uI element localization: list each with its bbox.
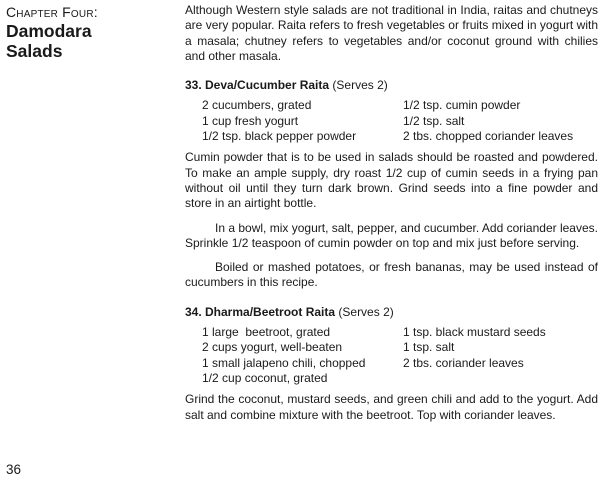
recipe-33	[185, 78, 598, 291]
chapter-label: Chapter Four:	[6, 4, 98, 20]
intro-paragraph: Although Western style salads are not traditional in India, raitas and chutneys are very popular. Raita refers to fresh vegetables or fruits mixed in yogurt with a masala; chutney refers to vegetables and/or coconut ground with chilies and other masala.	[185, 3, 598, 63]
recipe-paragraph: Boiled or mashed potatoes, or fresh bananas, may be used instead of cucumbers in this recipe.	[185, 260, 598, 290]
ingredient: 2 cucumbers, grated	[202, 98, 312, 113]
recipe-paragraph: Grind the coconut, mustard seeds, and green chili and add to the yogurt. Add salt and combine mixture with the beetroot. Top with coriander leaves.	[185, 392, 598, 422]
ingredient: 1/2 cup coconut, grated	[202, 370, 328, 385]
ingredient-list	[202, 98, 598, 144]
ingredient	[403, 371, 600, 386]
ingredient: 2 tbs. coriander leaves	[403, 355, 524, 370]
ingredient: 1 large beetroot, grated	[202, 325, 331, 340]
chapter-sidebar	[6, 4, 176, 61]
recipe-heading	[185, 78, 598, 93]
ingredient: 1 tsp. salt	[403, 340, 455, 355]
ingredient: 2 tbs. chopped coriander leaves	[403, 129, 574, 144]
recipe-heading	[185, 305, 598, 320]
recipe-paragraph: In a bowl, mix yogurt, salt, pepper, and cucumber. Add coriander leaves. Sprinkle 1/2 teaspoon of cumin powder on top and mix just before serving.	[185, 220, 598, 250]
recipe-34	[185, 305, 598, 423]
chapter-title-line-2: Salads	[6, 41, 63, 61]
recipe-title: 34. Dharma/Beetroot Raita	[185, 304, 336, 319]
recipe-title: 33. Deva/Cucumber Raita	[185, 78, 330, 93]
ingredient: 1 cup fresh yogurt	[202, 113, 299, 128]
page-number: 36	[6, 462, 22, 477]
ingredient: 1/2 tsp. salt	[403, 113, 465, 128]
recipe-paragraph: Cumin powder that is to be used in salads should be roasted and powdered. To make an ample supply, dry roast 1/2 cup of cumin seeds in a frying pan without oil until they turn dark brown. Grind seeds into a fine powder and store in an airtight bottle.	[185, 150, 598, 211]
ingredient-list	[202, 325, 598, 386]
ingredient: 1 small jalapeno chili, chopped	[202, 355, 366, 370]
page-body	[185, 3, 598, 423]
ingredient: 1/2 tsp. black pepper powder	[202, 129, 357, 144]
ingredient: 2 cups yogurt, well-beaten	[202, 340, 343, 355]
chapter-title	[6, 21, 176, 61]
ingredient: 1 tsp. black mustard seeds	[403, 325, 546, 340]
chapter-title-line-1: Damodara	[6, 21, 92, 41]
recipe-serves: (Serves 2)	[332, 78, 388, 93]
recipe-serves: (Serves 2)	[338, 304, 394, 319]
ingredient: 1/2 tsp. cumin powder	[403, 98, 521, 113]
